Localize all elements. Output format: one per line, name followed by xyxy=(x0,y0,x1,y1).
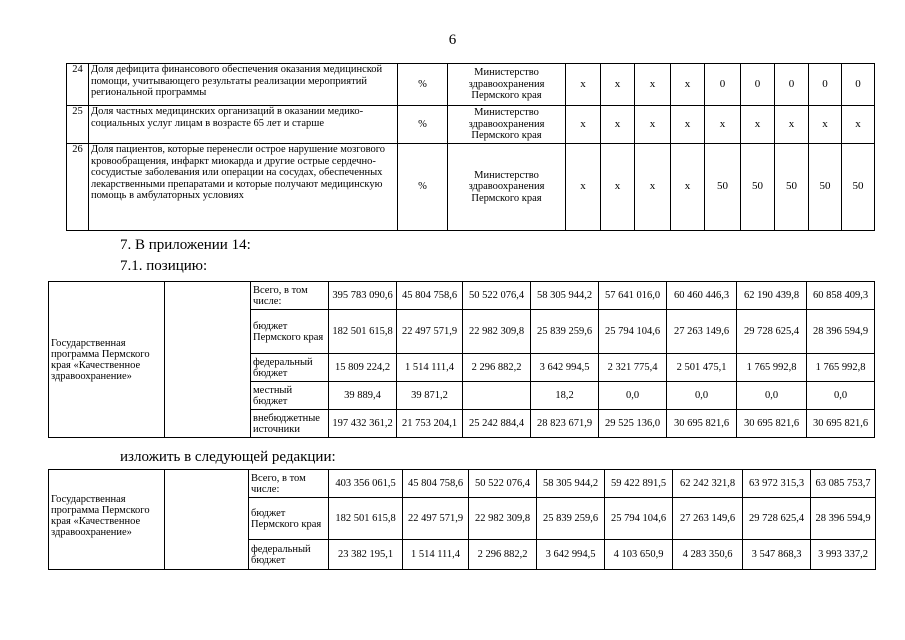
responsible-org: Министерство здравоохранения Пермского края xyxy=(448,144,566,231)
value-cell: 0 xyxy=(809,64,842,106)
value-cell: 3 642 994,5 xyxy=(537,540,605,570)
value-cell: 1 514 111,4 xyxy=(403,540,469,570)
value-cell: x xyxy=(671,106,705,144)
empty-cell xyxy=(165,470,249,570)
program-name: Государственная программа Пермского края «Качественное здравоохранение» xyxy=(49,282,165,438)
indicators-table xyxy=(66,63,875,231)
value-cell: 182 501 615,8 xyxy=(329,498,403,540)
value-cell: 29 525 136,0 xyxy=(599,410,667,438)
value-cell: x xyxy=(601,144,635,231)
value-cell: 1 514 111,4 xyxy=(397,354,463,382)
value-cell: 23 382 195,1 xyxy=(329,540,403,570)
value-cell: 403 356 061,5 xyxy=(329,470,403,498)
value-cell xyxy=(463,382,531,410)
value-cell: 0,0 xyxy=(599,382,667,410)
value-cell: x xyxy=(741,106,775,144)
value-cell: 22 982 309,8 xyxy=(463,310,531,354)
value-cell: 15 809 224,2 xyxy=(329,354,397,382)
program-name: Государственная программа Пермского края «Качественное здравоохранение» xyxy=(49,470,165,570)
table-row xyxy=(67,64,875,106)
indicator-name: Доля частных медицинских организаций в оказании медико-социальных услуг лицам в возрасте 65 лет и старше xyxy=(89,106,398,144)
value-cell: x xyxy=(566,64,601,106)
value-cell: 29 728 625,4 xyxy=(743,498,811,540)
value-cell: 62 190 439,8 xyxy=(737,282,807,310)
value-cell: x xyxy=(635,106,671,144)
value-cell: 29 728 625,4 xyxy=(737,310,807,354)
value-cell: 1 765 992,8 xyxy=(737,354,807,382)
value-cell: 50 xyxy=(705,144,741,231)
value-cell: 0 xyxy=(741,64,775,106)
table-row xyxy=(49,470,876,498)
page-number: 6 xyxy=(448,32,457,48)
value-cell: x xyxy=(809,106,842,144)
row-label: федеральный бюджет xyxy=(251,354,329,382)
value-cell: x xyxy=(671,144,705,231)
value-cell: 395 783 090,6 xyxy=(329,282,397,310)
value-cell: 60 858 409,3 xyxy=(807,282,875,310)
table-row xyxy=(67,106,875,144)
row-number: 25 xyxy=(67,106,89,144)
funding-table-new xyxy=(48,469,876,570)
value-cell: 59 422 891,5 xyxy=(605,470,673,498)
value-cell: x xyxy=(566,144,601,231)
value-cell: 0,0 xyxy=(667,382,737,410)
value-cell: 27 263 149,6 xyxy=(667,310,737,354)
value-cell: 3 642 994,5 xyxy=(531,354,599,382)
value-cell: 2 296 882,2 xyxy=(469,540,537,570)
responsible-org: Министерство здравоохранения Пермского края xyxy=(448,64,566,106)
value-cell: 45 804 758,6 xyxy=(403,470,469,498)
value-cell: 0 xyxy=(775,64,809,106)
row-label: бюджет Пермского края xyxy=(249,498,329,540)
value-cell: 62 242 321,8 xyxy=(673,470,743,498)
value-cell: x xyxy=(566,106,601,144)
value-cell: 0 xyxy=(842,64,875,106)
value-cell: 0,0 xyxy=(737,382,807,410)
value-cell: 2 321 775,4 xyxy=(599,354,667,382)
value-cell: 25 242 884,4 xyxy=(463,410,531,438)
value-cell: 50 xyxy=(842,144,875,231)
value-cell: 182 501 615,8 xyxy=(329,310,397,354)
value-cell: 0,0 xyxy=(807,382,875,410)
value-cell: 50 xyxy=(775,144,809,231)
value-cell: 30 695 821,6 xyxy=(807,410,875,438)
value-cell: 25 839 259,6 xyxy=(531,310,599,354)
unit-cell: % xyxy=(398,64,448,106)
value-cell: 50 522 076,4 xyxy=(463,282,531,310)
responsible-org: Министерство здравоохранения Пермского края xyxy=(448,106,566,144)
value-cell: 25 794 104,6 xyxy=(605,498,673,540)
value-cell: 63 085 753,7 xyxy=(811,470,876,498)
value-cell: 57 641 016,0 xyxy=(599,282,667,310)
indicator-name: Доля дефицита финансового обеспечения оказания медицинской помощи, учитывающего результаты реализации мероприятий региональной программы xyxy=(89,64,398,106)
value-cell: 25 839 259,6 xyxy=(537,498,605,540)
indicator-name: Доля пациентов, которые перенесли острое нарушение мозгового кровообращения, инфаркт миокарда и другие острые сердечно-сосудистые заболевания или операции на сосудах, обеспеченных лекарственными препаратами и которые получают медицинскую помощь в амбулаторных условиях xyxy=(89,144,398,231)
row-label: местный бюджет xyxy=(251,382,329,410)
row-number: 26 xyxy=(67,144,89,231)
value-cell: 1 765 992,8 xyxy=(807,354,875,382)
value-cell: 22 497 571,9 xyxy=(397,310,463,354)
empty-cell xyxy=(165,282,251,438)
table-row xyxy=(49,282,875,310)
value-cell: x xyxy=(635,144,671,231)
value-cell: 28 396 594,9 xyxy=(807,310,875,354)
value-cell: x xyxy=(775,106,809,144)
unit-cell: % xyxy=(398,144,448,231)
value-cell: 50 xyxy=(809,144,842,231)
table-row xyxy=(67,144,875,231)
value-cell: 27 263 149,6 xyxy=(673,498,743,540)
value-cell: 4 103 650,9 xyxy=(605,540,673,570)
value-cell: x xyxy=(635,64,671,106)
value-cell: 4 283 350,6 xyxy=(673,540,743,570)
value-cell: x xyxy=(842,106,875,144)
value-cell: 22 497 571,9 xyxy=(403,498,469,540)
value-cell: 197 432 361,2 xyxy=(329,410,397,438)
value-cell: 60 460 446,3 xyxy=(667,282,737,310)
section-heading: 7. В приложении 14: xyxy=(120,237,251,253)
row-number: 24 xyxy=(67,64,89,106)
value-cell: 45 804 758,6 xyxy=(397,282,463,310)
row-label: Всего, в том числе: xyxy=(251,282,329,310)
value-cell: 2 501 475,1 xyxy=(667,354,737,382)
value-cell: 25 794 104,6 xyxy=(599,310,667,354)
value-cell: 3 547 868,3 xyxy=(743,540,811,570)
value-cell: 63 972 315,3 xyxy=(743,470,811,498)
value-cell: 39 871,2 xyxy=(397,382,463,410)
row-label: Всего, в том числе: xyxy=(249,470,329,498)
value-cell: 0 xyxy=(705,64,741,106)
new-edition-heading: изложить в следующей редакции: xyxy=(120,449,336,465)
row-label: бюджет Пермского края xyxy=(251,310,329,354)
value-cell: 30 695 821,6 xyxy=(667,410,737,438)
value-cell: 39 889,4 xyxy=(329,382,397,410)
value-cell: 58 305 944,2 xyxy=(537,470,605,498)
value-cell: 21 753 204,1 xyxy=(397,410,463,438)
value-cell: 28 396 594,9 xyxy=(811,498,876,540)
value-cell: x xyxy=(601,64,635,106)
value-cell: 22 982 309,8 xyxy=(469,498,537,540)
value-cell: x xyxy=(705,106,741,144)
funding-table-old xyxy=(48,281,875,438)
unit-cell: % xyxy=(398,106,448,144)
value-cell: 58 305 944,2 xyxy=(531,282,599,310)
value-cell: 28 823 671,9 xyxy=(531,410,599,438)
value-cell: 30 695 821,6 xyxy=(737,410,807,438)
value-cell: x xyxy=(601,106,635,144)
value-cell: 18,2 xyxy=(531,382,599,410)
value-cell: 50 522 076,4 xyxy=(469,470,537,498)
value-cell: 3 993 337,2 xyxy=(811,540,876,570)
value-cell: 2 296 882,2 xyxy=(463,354,531,382)
value-cell: 50 xyxy=(741,144,775,231)
row-label: федеральный бюджет xyxy=(249,540,329,570)
row-label: внебюджетные источники xyxy=(251,410,329,438)
subsection-heading: 7.1. позицию: xyxy=(120,258,208,274)
value-cell: x xyxy=(671,64,705,106)
